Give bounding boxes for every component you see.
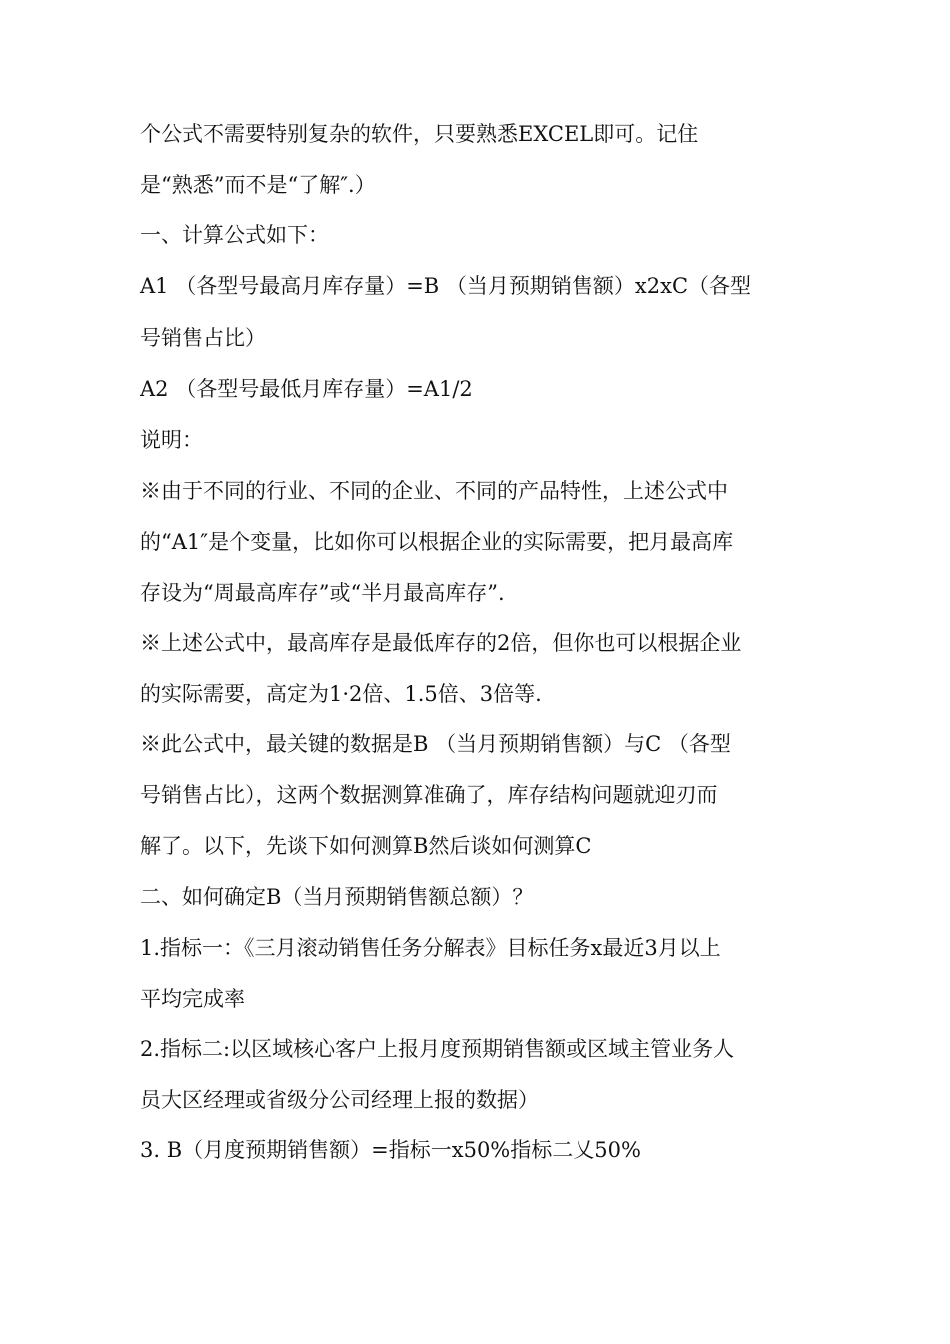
formula-line: A2 （各型号最低月库存量）=A1/2 bbox=[140, 377, 473, 401]
list-item: 1.指标一：《三月滚动销售任务分解表》目标任务x最近3月以上 bbox=[140, 936, 721, 960]
section-heading: 一、计算公式如下： bbox=[140, 223, 329, 247]
section-heading: 二、如何确定B（当月预期销售额总额）？ bbox=[140, 885, 534, 909]
formula-line: 号销售占比） bbox=[140, 326, 266, 350]
list-item: 3. B（月度预期销售额）=指标一x50%指标二乂50% bbox=[140, 1138, 641, 1162]
note-line: ※由于不同的行业、不同的企业、不同的产品特性，上述公式中 bbox=[140, 479, 728, 503]
list-item: 平均完成率 bbox=[140, 987, 245, 1011]
note-line: 解了。以下，先谈下如何测算B然后谈如何测算C bbox=[140, 834, 592, 858]
paragraph-line: 是“熟悉”而不是“了解″.） bbox=[140, 173, 376, 197]
note-line: ※此公式中，最关键的数据是B （当月预期销售额）与C （各型 bbox=[140, 732, 731, 756]
note-line: ※上述公式中，最高库存是最低库存的2倍，但你也可以根据企业 bbox=[140, 631, 742, 655]
paragraph-line: 个公式不需要特别复杂的软件，只要熟悉EXCEL即可。记住 bbox=[140, 122, 699, 146]
note-heading: 说明： bbox=[140, 428, 203, 452]
formula-line: A1 （各型号最高月库存量）=B （当月预期销售额）x2xC（各型 bbox=[140, 274, 752, 298]
list-item: 员大区经理或省级分公司经理上报的数据） bbox=[140, 1088, 539, 1112]
note-line: 存设为“周最高库存”或“半月最高库存”. bbox=[140, 581, 505, 605]
note-line: 的实际需要，高定为1·2倍、1.5倍、3倍等. bbox=[140, 682, 542, 706]
note-line: 号销售占比），这两个数据测算准确了，库存结构问题就迎刃而 bbox=[140, 783, 718, 807]
list-item: 2.指标二:以区域核心客户上报月度预期销售额或区域主管业务人 bbox=[140, 1037, 735, 1061]
note-line: 的“A1″是个变量，比如你可以根据企业的实际需要，把月最高库 bbox=[140, 530, 734, 554]
